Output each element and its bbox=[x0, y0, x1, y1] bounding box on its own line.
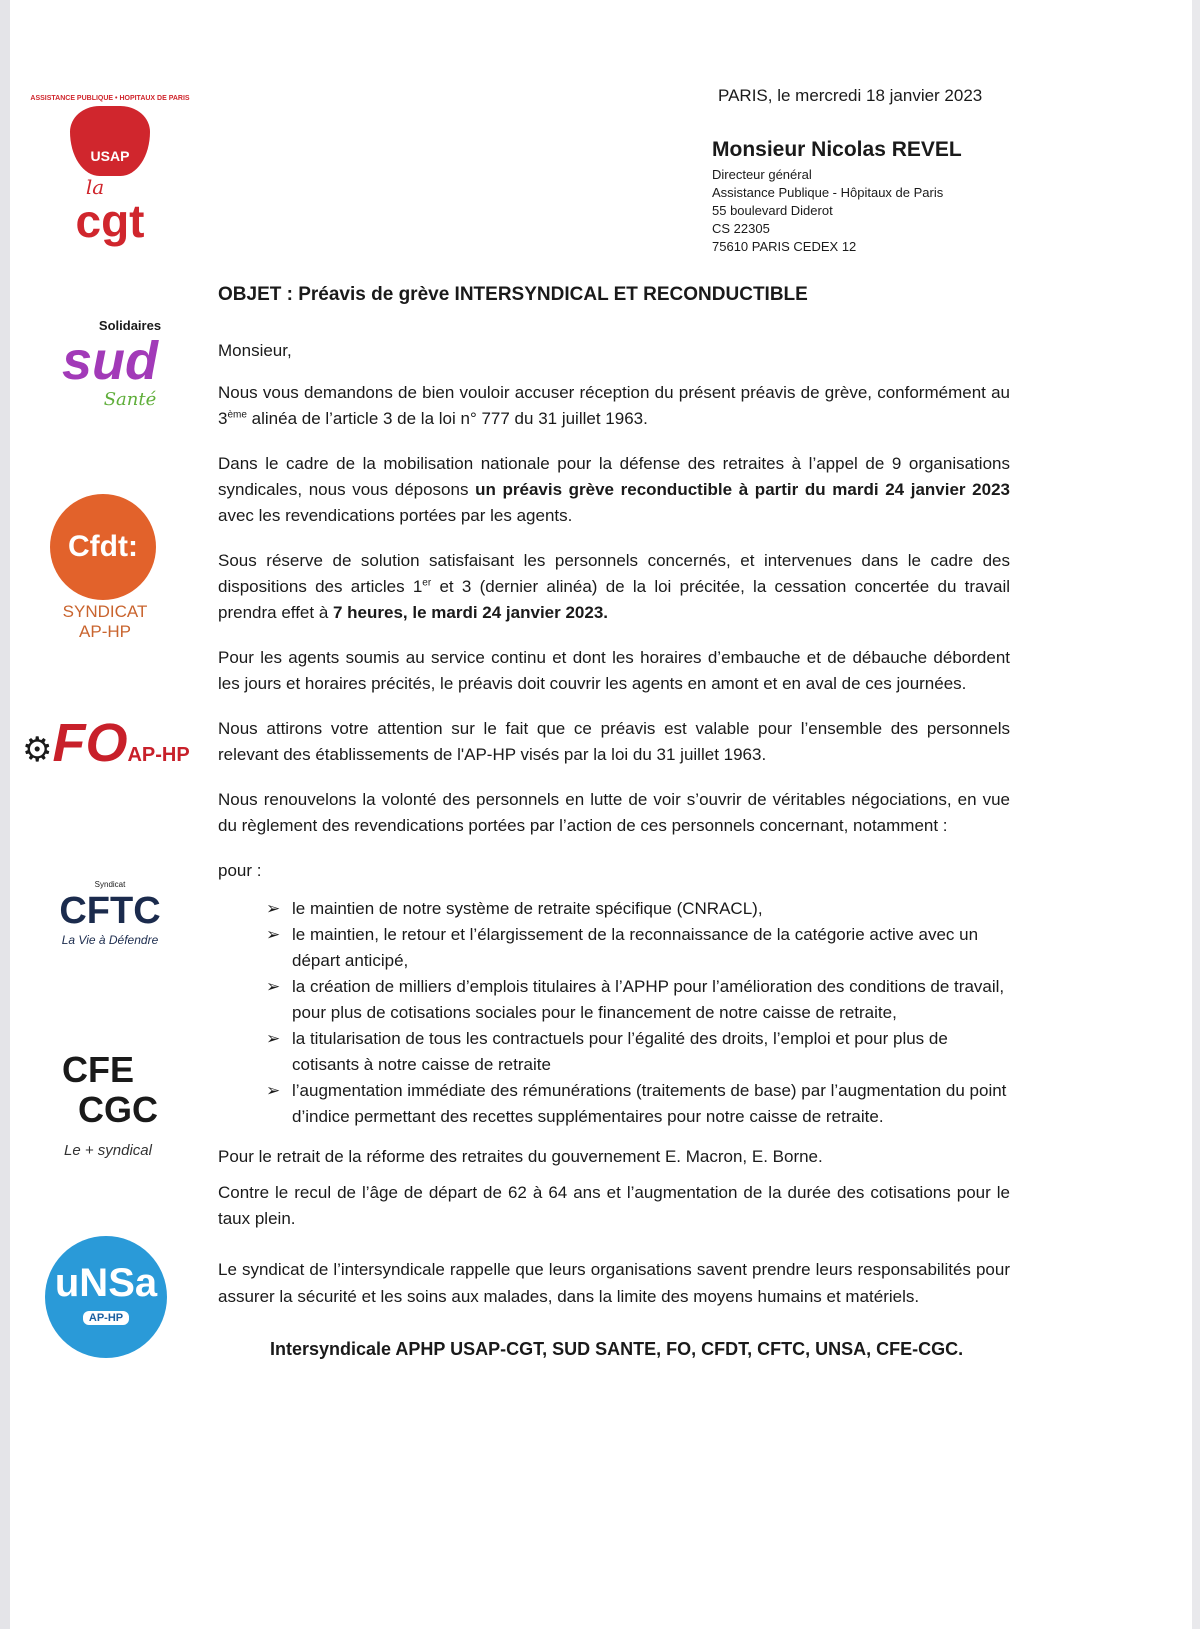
unsa-circle bbox=[45, 1236, 167, 1358]
cftc-logo bbox=[40, 880, 180, 947]
cgt-text: cgt bbox=[75, 195, 145, 247]
bold-text: un préavis grève reconductible à partir du mardi 24 janvier 2023 bbox=[475, 480, 1010, 499]
unsa-main: uNSa bbox=[54, 1261, 158, 1305]
letter-body bbox=[218, 338, 1010, 1362]
cfe-cgc-sub: Le + syndical bbox=[64, 1142, 152, 1159]
paragraph-1 bbox=[218, 380, 1010, 432]
salutation: Monsieur, bbox=[218, 341, 292, 360]
list-item: ➢ la création de milliers d’emplois titulaires à l’APHP pour l’amélioration des conditions de travail, pour plus de cotisations sociales pour le financement de notre caisse de retraite, bbox=[266, 974, 1010, 1026]
page-edge-right bbox=[1192, 0, 1200, 1629]
sud-top: Solidaires bbox=[98, 318, 162, 333]
paragraph-4: Pour les agents soumis au service continu et dont les horaires d’embauche et de débauche débordent les jours et horaires précités, le préavis doit couvrir les agents en amont et en aval de ces journées. bbox=[218, 648, 1010, 693]
sud-main: sud bbox=[61, 331, 158, 391]
cfdt-sub1: SYNDICAT bbox=[62, 602, 148, 621]
text: Sous réserve de solution satisfaisant les personnels concernés, et intervenues dans le cadre des dispositions des articles 1 bbox=[218, 551, 1010, 596]
recipient-line: Assistance Publique - Hôpitaux de Paris bbox=[712, 185, 944, 200]
cfdt-logo bbox=[50, 494, 160, 642]
paragraph-8: Contre le recul de l’âge de départ de 62 à 64 ans et l’augmentation de la durée des cotisations pour le taux plein. bbox=[218, 1183, 1010, 1228]
letter-object: OBJET : Préavis de grève INTERSYNDICAL ET RECONDUCTIBLE bbox=[218, 284, 808, 305]
signature: Intersyndicale APHP USAP-CGT, SUD SANTE, FO, CFDT, CFTC, UNSA, CFE-CGC. bbox=[270, 1339, 964, 1359]
gear-icon: ⚙ bbox=[22, 731, 53, 769]
fo-main: FO bbox=[52, 713, 128, 773]
demands-list bbox=[218, 896, 1010, 1130]
recipient-line: Directeur général bbox=[712, 167, 812, 182]
text: avec les revendications portées par les agents. bbox=[218, 506, 573, 525]
page-edge-left bbox=[0, 0, 10, 1629]
recipient-line: CS 22305 bbox=[712, 221, 770, 236]
fo-sub: AP-HP bbox=[127, 744, 190, 766]
recipient-line: 75610 PARIS CEDEX 12 bbox=[712, 239, 857, 254]
letter-date: PARIS, le mercredi 18 janvier 2023 bbox=[718, 86, 983, 105]
sud-sub: Santé bbox=[103, 389, 157, 410]
paragraph-5: Nous attirons votre attention sur le fait que ce préavis est valable pour l’ensemble des personnels relevant des établissements de l'AP-HP visés par la loi du 31 juillet 1963. bbox=[218, 719, 1010, 764]
cfdt-sub2: AP-HP bbox=[79, 622, 131, 641]
cgt-logo bbox=[30, 95, 190, 247]
paragraph-7: Pour le retrait de la réforme des retraites du gouvernement E. Macron, E. Borne. bbox=[218, 1147, 823, 1166]
heart-icon: USAP bbox=[70, 106, 150, 176]
unsa-sub: AP-HP bbox=[83, 1311, 129, 1325]
fo-logo bbox=[22, 712, 192, 774]
superscript: ème bbox=[227, 409, 247, 421]
bold-text: 7 heures, le mardi 24 janvier 2023. bbox=[333, 603, 608, 622]
recipient-name: Monsieur Nicolas REVEL bbox=[712, 138, 962, 161]
paragraph-2 bbox=[218, 451, 1010, 529]
recipient-line: 55 boulevard Diderot bbox=[712, 203, 833, 218]
paragraph-9: Le syndicat de l’intersyndicale rappelle que leurs organisations savent prendre leurs responsabilités pour assurer la sécurité et les soins aux malades, dans la limite des moyens humains et matériels. bbox=[218, 1260, 1010, 1306]
list-item: ➢ le maintien, le retour et l’élargissement de la reconnaissance de la catégorie active avec un départ anticipé, bbox=[266, 922, 1010, 974]
list-item: ➢ la titularisation de tous les contractuels pour l’égalité des droits, l’emploi et pour plus de cotisants à notre caisse de retraite bbox=[266, 1026, 1010, 1078]
cftc-sub: La Vie à Défendre bbox=[61, 933, 159, 947]
superscript: er bbox=[422, 577, 432, 589]
cftc-main: CFTC bbox=[59, 890, 161, 932]
sud-logo bbox=[35, 318, 185, 410]
paragraph-6: Nous renouvelons la volonté des personnels en lutte de voir s’ouvrir de véritables négociations, en vue du règlement des revendications portées par l’action de ces personnels concernant, notamment : bbox=[218, 790, 1010, 835]
text: Dans le cadre de la mobilisation nationale pour la défense des retraites à l’appel de 9 organisations syndicales, nous vous déposons bbox=[218, 454, 1010, 499]
cfe-cgc-logo bbox=[48, 1050, 168, 1159]
recipient-block bbox=[712, 138, 962, 256]
cgc-text: CGC bbox=[78, 1089, 158, 1130]
list-item: ➢ le maintien de notre système de retraite spécifique (CNRACL), bbox=[266, 896, 1010, 922]
unsa-logo bbox=[45, 1236, 167, 1358]
cfdt-circle: Cfdt: bbox=[50, 494, 156, 600]
cgt-la: la bbox=[85, 175, 105, 199]
cfe-text: CFE bbox=[62, 1049, 134, 1090]
cftc-top: Syndicat bbox=[94, 880, 126, 889]
text: Nous vous demandons de bien vouloir accuser réception du présent préavis de grève, conformément au 3 bbox=[218, 383, 1010, 428]
pour-label: pour : bbox=[218, 861, 262, 880]
cgt-ring-text: ASSISTANCE PUBLIQUE • HOPITAUX DE PARIS bbox=[30, 95, 190, 102]
text: et 3 (dernier alinéa) de la loi précitée, la cessation concertée du travail prendra effet à bbox=[218, 577, 1010, 622]
list-item: ➢ l’augmentation immédiate des rémunérations (traitements de base) par l’augmentation du point d’indice permettant des recettes supplémentaires pour notre caisse de retraite. bbox=[266, 1078, 1010, 1130]
paragraph-3 bbox=[218, 548, 1010, 626]
text: alinéa de l’article 3 de la loi n° 777 du 31 juillet 1963. bbox=[246, 409, 648, 428]
